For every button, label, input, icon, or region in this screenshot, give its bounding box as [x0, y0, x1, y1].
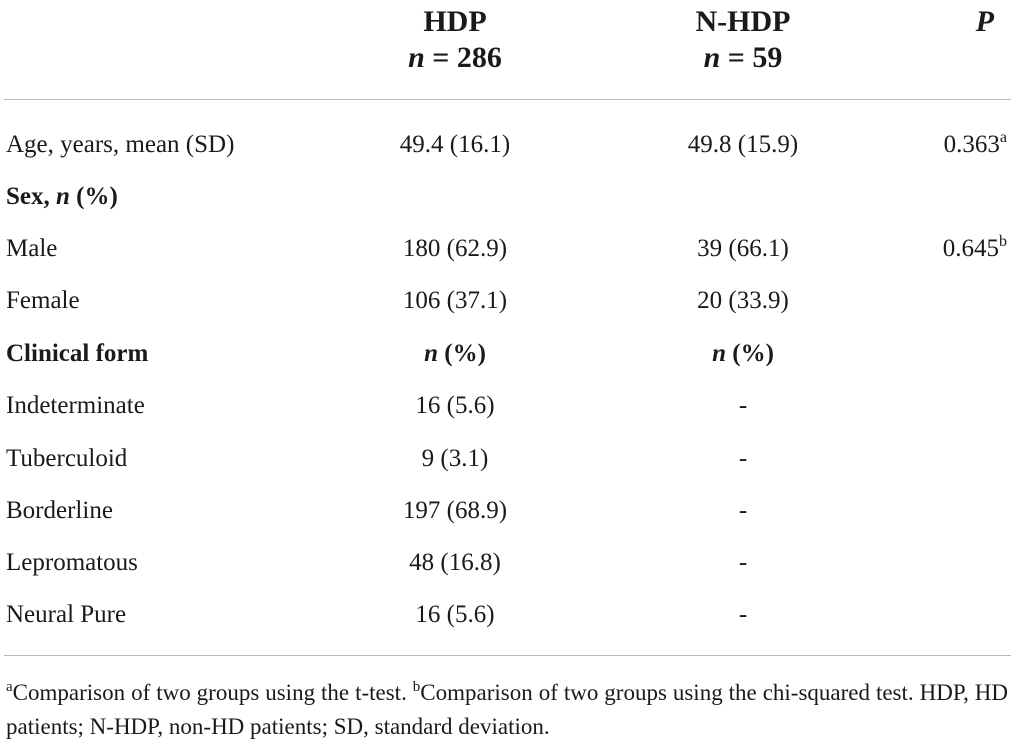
- table-row: [0, 119, 1017, 171]
- column-header-hdp: [360, 4, 550, 84]
- unit-suffix: (%): [726, 340, 774, 367]
- column-header-hdp-n: [360, 40, 550, 76]
- n-value: = 286: [424, 41, 502, 74]
- hdp-value: 197 (68.9): [402, 497, 508, 524]
- hdp-value: 16 (5.6): [415, 601, 495, 628]
- table-row: [0, 485, 1017, 537]
- p-number: 0.645: [942, 235, 999, 262]
- p-value: [943, 223, 1007, 275]
- hdp-value: 106 (37.1): [402, 287, 508, 314]
- footnote-marker: a: [999, 129, 1007, 146]
- hdp-value: 9 (3.1): [421, 445, 489, 472]
- column-header-nhdp: [648, 4, 838, 84]
- section-label-sex: [6, 171, 118, 223]
- section-label-suffix: (%): [69, 183, 118, 210]
- nhdp-value: -: [738, 445, 748, 472]
- footnote-b-text: Comparison of two groups using the chi-squared test. HDP, HD patients; N-HDP, non-HD patients; SD, standard deviation.: [6, 680, 1008, 739]
- nhdp-unit-label: [643, 328, 843, 380]
- table-row: [0, 380, 1017, 432]
- row-label: Lepromatous: [6, 549, 138, 576]
- table-row: [0, 171, 1017, 223]
- section-label-clinical-form: Clinical form: [6, 340, 149, 367]
- column-header-p-label: P: [975, 5, 994, 38]
- table-row: [0, 433, 1017, 485]
- column-header-nhdp-name: N-HDP: [695, 5, 791, 38]
- hdp-value: 16 (5.6): [415, 392, 495, 419]
- row-label: Female: [6, 287, 80, 314]
- column-header-p: [930, 4, 1010, 84]
- row-label: Indeterminate: [6, 392, 145, 419]
- table-row: [0, 328, 1017, 380]
- unit-suffix: (%): [438, 340, 486, 367]
- n-value: = 59: [720, 41, 783, 74]
- hdp-value: 180 (62.9): [402, 235, 508, 262]
- row-label: Male: [6, 235, 58, 262]
- table-row: [0, 223, 1017, 275]
- table-row: [0, 537, 1017, 589]
- n-symbol: n: [408, 41, 425, 74]
- hdp-value: 49.4 (16.1): [399, 131, 511, 158]
- nhdp-value: -: [738, 392, 748, 419]
- section-label-text: Sex,: [6, 183, 56, 210]
- column-header-hdp-name: HDP: [423, 5, 487, 38]
- footnote-a-text: Comparison of two groups using the t-test.: [12, 680, 413, 705]
- nhdp-value: 39 (66.1): [697, 235, 789, 262]
- row-label: Neural Pure: [6, 601, 127, 628]
- header-divider: [4, 99, 1011, 100]
- nhdp-value: 20 (33.9): [697, 287, 789, 314]
- hdp-unit-label: [355, 328, 555, 380]
- column-header-nhdp-n: [648, 40, 838, 76]
- footnote-marker: b: [999, 233, 1007, 250]
- nhdp-value: -: [738, 497, 748, 524]
- row-label: Tuberculoid: [6, 445, 128, 472]
- p-value: [944, 119, 1007, 171]
- footnote-marker-a: a: [6, 679, 13, 695]
- p-number: 0.363: [943, 131, 1000, 158]
- row-label: Borderline: [6, 497, 113, 524]
- nhdp-value: -: [738, 601, 748, 628]
- hdp-value: 48 (16.8): [409, 549, 501, 576]
- n-symbol: n: [703, 41, 721, 74]
- table-footnote: [6, 676, 1008, 744]
- table-row: [0, 589, 1017, 641]
- nhdp-value: -: [738, 549, 748, 576]
- footnote-marker-b: b: [412, 679, 421, 695]
- row-label: Age, years, mean (SD): [6, 131, 235, 158]
- table-row: [0, 275, 1017, 327]
- footer-divider: [4, 655, 1011, 656]
- nhdp-value: 49.8 (15.9): [687, 131, 799, 158]
- n-symbol: n: [424, 340, 438, 367]
- n-symbol: n: [56, 183, 70, 210]
- n-symbol: n: [712, 340, 726, 367]
